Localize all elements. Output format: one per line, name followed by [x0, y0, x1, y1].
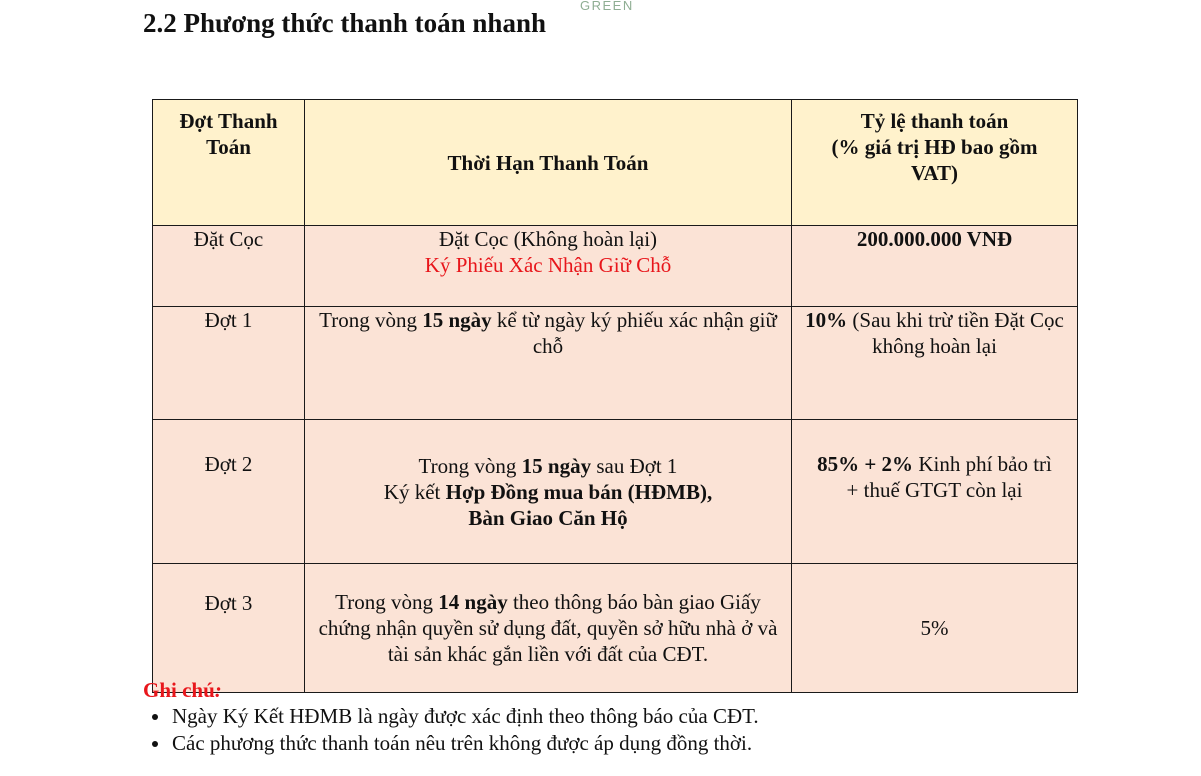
watermark-text: GREEN: [580, 0, 634, 13]
row-term: Đặt Cọc (Không hoàn lại) Ký Phiếu Xác Nhận Giữ Chỗ: [305, 226, 792, 307]
table-row: [153, 307, 1078, 420]
header-installment: Đợt Thanh Toán: [153, 100, 305, 226]
section-heading: 2.2 Phương thức thanh toán nhanh: [143, 8, 546, 38]
row-label: Đợt 3: [153, 564, 305, 693]
payment-schedule-table: [152, 99, 1078, 693]
row-term: Trong vòng 14 ngày theo thông báo bàn giao Giấy chứng nhận quyền sử dụng đất, quyền sở hữu nhà ở và tài sản khác gắn liền với đất của CĐT.: [305, 564, 792, 693]
table-row: [153, 420, 1078, 564]
row-term: Trong vòng 15 ngày sau Đợt 1 Ký kết Hợp Đồng mua bán (HĐMB), Bàn Giao Căn Hộ: [305, 420, 792, 564]
row-label: Đợt 2: [153, 420, 305, 564]
list-item: • Ngày Ký Kết HĐMB là ngày được xác định theo thông báo của CĐT.: [171, 703, 759, 730]
row-term: Trong vòng 15 ngày kể từ ngày ký phiếu xác nhận giữ chỗ: [305, 307, 792, 420]
row-rate: 5%: [792, 564, 1078, 693]
row-rate: 85% + 2% Kinh phí bảo trì + thuế GTGT còn lại: [792, 420, 1078, 564]
header-payment-term: Thời Hạn Thanh Toán: [305, 100, 792, 226]
row-rate: 10% (Sau khi trừ tiền Đặt Cọc không hoàn lại: [792, 307, 1078, 420]
table-row: [153, 226, 1078, 307]
row-rate: 200.000.000 VNĐ: [792, 226, 1078, 307]
notes-list: [143, 703, 759, 757]
deposit-note: Ký Phiếu Xác Nhận Giữ Chỗ: [424, 253, 672, 277]
row-label: Đợt 1: [153, 307, 305, 420]
header-payment-rate: Tỷ lệ thanh toán (% giá trị HĐ bao gồm VAT): [792, 100, 1078, 226]
table-header-row: [153, 100, 1078, 226]
row-label: Đặt Cọc: [153, 226, 305, 307]
table-row: [153, 564, 1078, 693]
notes-title: Ghi chú:: [143, 678, 222, 702]
list-item: • Các phương thức thanh toán nêu trên không được áp dụng đồng thời.: [171, 730, 759, 757]
